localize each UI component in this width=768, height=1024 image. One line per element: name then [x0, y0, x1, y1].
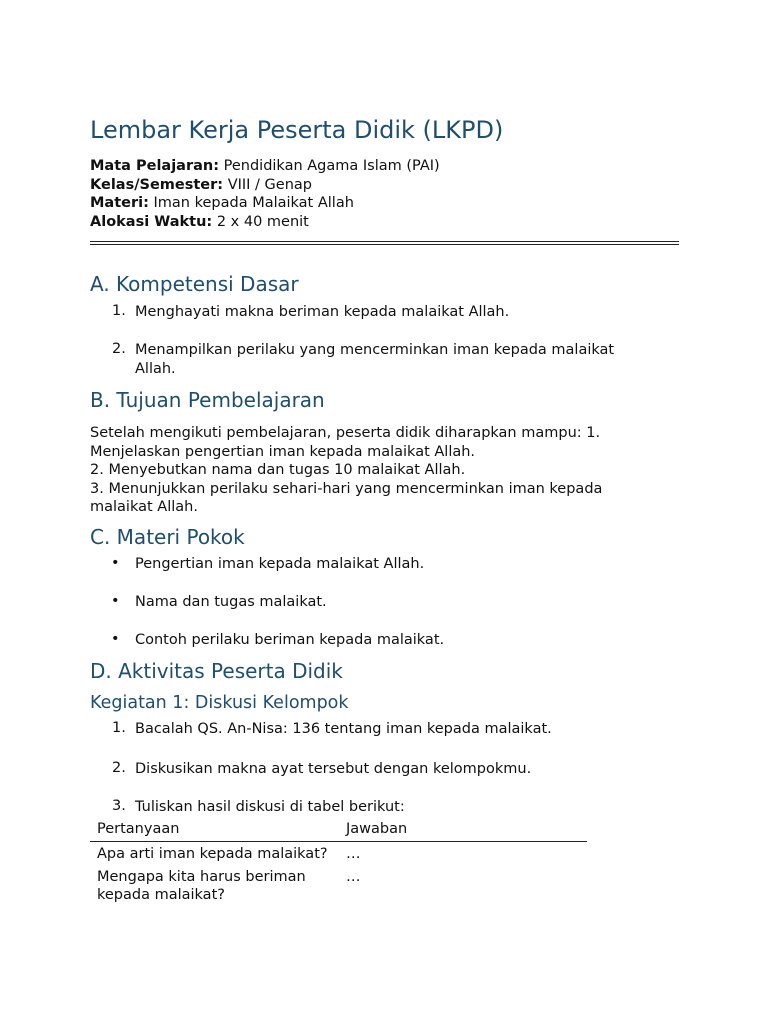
list-item: Menampilkan perilaku yang mencerminkan iman kepada malaikat Allah.: [135, 342, 615, 377]
objectives-intro: Setelah mengikuti pembelajaran, peserta didik diharapkan mampu: 1. Menjelaskan pengertian iman kepada malaikat Allah.: [90, 425, 601, 460]
objective-line: 2. Menyebutkan nama dan tugas 10 malaikat Allah.: [90, 462, 466, 478]
list-item: Bacalah QS. An-Nisa: 136 tentang iman kepada malaikat.: [135, 721, 552, 737]
column-header-question: Pertanyaan: [90, 820, 339, 842]
list-item: Tuliskan hasil diskusi di tabel berikut:: [135, 799, 405, 815]
activity-subheading: Kegiatan 1: Diskusi Kelompok: [90, 693, 349, 713]
section-a-heading: A. Kompetensi Dasar: [90, 272, 299, 296]
meta-class: [90, 176, 440, 195]
header-divider: [90, 241, 679, 245]
document-title: Lembar Kerja Peserta Didik (LKPD): [90, 116, 504, 144]
list-number: 2.: [112, 341, 126, 357]
meta-time: [90, 213, 440, 232]
bullet: •: [111, 555, 120, 571]
list-item: Contoh perilaku beriman kepada malaikat.: [135, 632, 445, 648]
meta-subject: [90, 157, 440, 176]
meta-label: Alokasi Waktu:: [90, 213, 213, 230]
meta-label: Kelas/Semester:: [90, 176, 224, 193]
meta-label: Mata Pelajaran:: [90, 158, 220, 174]
question-cell: Mengapa kita harus beriman kepada malaikat?: [97, 869, 306, 903]
section-d-heading: D. Aktivitas Peserta Didik: [90, 659, 343, 683]
meta-value: 2 x 40 menit: [216, 213, 309, 230]
list-number: 1.: [112, 303, 126, 319]
section-b-heading: B. Tujuan Pembelajaran: [90, 388, 325, 412]
meta-label: Materi:: [90, 195, 149, 211]
question-cell: Apa arti iman kepada malaikat?: [97, 846, 328, 862]
meta-value: Pendidikan Agama Islam (PAI): [223, 158, 440, 174]
list-item: Pengertian iman kepada malaikat Allah.: [135, 556, 425, 572]
list-number: 3.: [112, 798, 126, 814]
bullet: •: [111, 631, 120, 647]
table-row: [90, 842, 587, 866]
meta-value: Iman kepada Malaikat Allah: [153, 195, 354, 211]
objectives-paragraph: [90, 424, 650, 517]
answer-cell[interactable]: …: [346, 869, 361, 885]
objective-line: 3. Menunjukkan perilaku sehari-hari yang mencerminkan iman kepada malaikat Allah.: [90, 480, 603, 515]
bullet: •: [111, 593, 120, 609]
meta-value: VIII / Genap: [227, 176, 312, 193]
list-number: 2.: [112, 760, 126, 776]
list-item: Menghayati makna beriman kepada malaikat Allah.: [135, 304, 510, 320]
list-number: 1.: [112, 720, 126, 736]
discussion-table: [90, 820, 587, 906]
meta-block: [90, 157, 440, 231]
list-item: Diskusikan makna ayat tersebut dengan kelompokmu.: [135, 761, 532, 777]
table-row: [90, 865, 587, 906]
meta-topic: [90, 194, 440, 213]
column-header-answer: Jawaban: [339, 820, 587, 842]
answer-cell[interactable]: …: [346, 846, 361, 862]
section-c-heading: C. Materi Pokok: [90, 525, 245, 549]
table-header-row: [90, 820, 587, 842]
list-item: Nama dan tugas malaikat.: [135, 594, 327, 610]
